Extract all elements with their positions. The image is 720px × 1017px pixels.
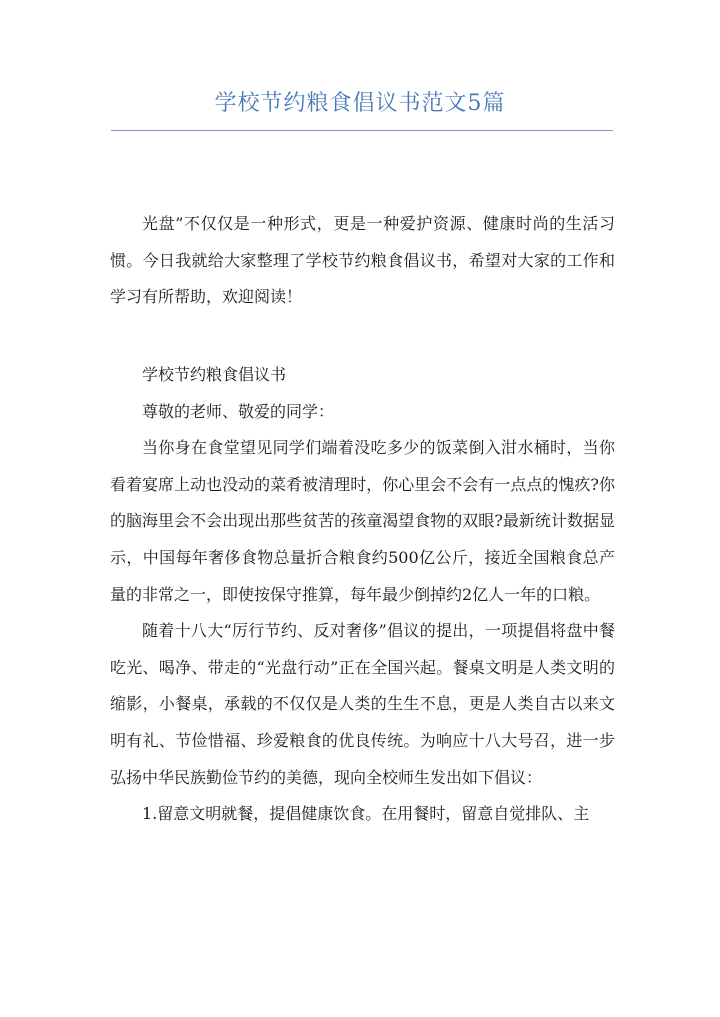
title-underline xyxy=(111,130,613,131)
salutation: 尊敬的老师、敬爱的同学： xyxy=(142,401,335,421)
intro-paragraph: 光盘”不仅仅是一种形式，更是一种爱护资源、健康时尚的生活习惯。今日我就给大家整理了学校节约粮食倡议书，希望对大家的工作和学习有所帮助，欢迎阅读！ xyxy=(110,214,615,307)
body-block xyxy=(110,357,615,833)
body-paragraph: 1.留意文明就餐，提倡健康饮食。在用餐时，留意自觉排队、主 xyxy=(142,804,590,824)
document-title: 学校节约粮食倡议书范文5篇 xyxy=(214,91,506,116)
intro-block xyxy=(110,206,615,316)
body-paragraph: 当你身在食堂望见同学们端着没吃多少的饭菜倒入泔水桶时，当你看着宴席上动也没动的菜肴被清理时，你心里会不会有一点点的愧疚?你的脑海里会不会出现出那些贫苦的孩童渴望食物的双眼?最新统计数据显示，中国每年奢侈食物总量折合粮食约500亿公斤，接近全国粮食总产量的非常之一，即使按保守推算，每年最少倒掉约2亿人一年的口粮。 xyxy=(110,438,615,604)
body-paragraph: 随着十八大“厉行节约、反对奢侈”倡议的提出，一项提倡将盘中餐吃光、喝净、带走的“光盘行动”正在全国兴起。餐桌文明是人类文明的缩影，小餐桌，承载的不仅仅是人类的生生不息，更是人类自古以来文明有礼、节俭惜福、珍爱粮食的优良传统。为响应十八大号召，进一步弘扬中华民族勤俭节约的美德，现向全校师生发出如下倡议： xyxy=(110,621,615,787)
section-heading: 学校节约粮食倡议书 xyxy=(142,365,287,384)
